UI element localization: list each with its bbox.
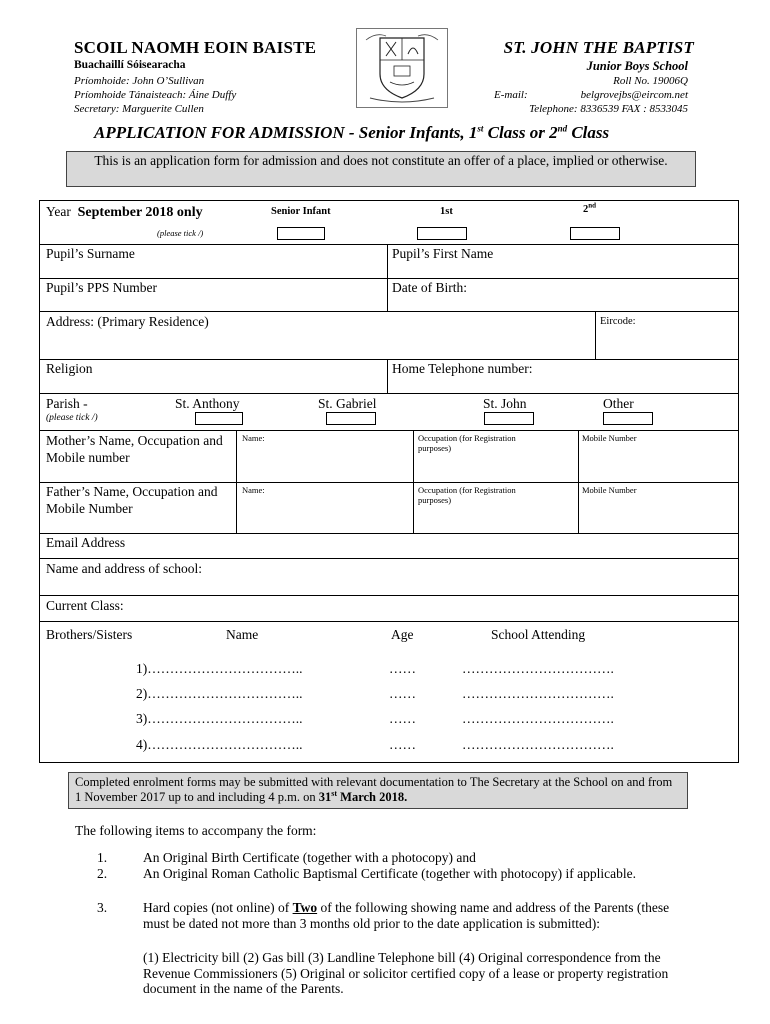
pps-label: Pupil’s PPS Number	[46, 280, 158, 295]
item-3-text: Hard copies (not online) of Two of the following showing name and address of the Parents (these must be dated not more than 3 months old prior to the date application is submitted):	[143, 900, 670, 931]
mother-label: Mother’s Name, Occupation and Mobile number	[46, 433, 223, 465]
siblings-age-header: Age	[391, 627, 414, 642]
item-1-number: 1.	[97, 850, 108, 865]
st-gabriel-tick-box[interactable]	[326, 412, 376, 425]
eircode-label: Eircode:	[600, 316, 636, 327]
second-class-label: 2nd	[583, 201, 597, 215]
sibling-2-school[interactable]: …………………………….	[462, 686, 614, 701]
siblings-label: Brothers/Sisters	[46, 627, 133, 642]
sibling-3-school[interactable]: …………………………….	[462, 711, 614, 726]
sibling-1-age[interactable]: ……	[389, 661, 416, 676]
year-label: Year September 2018 only	[46, 204, 203, 220]
parish-st-anthony: St. Anthony	[175, 396, 240, 411]
secretary-line: Secretary: Marguerite Cullen	[74, 103, 204, 115]
first-class-label: 1st	[440, 206, 453, 217]
siblings-name-header: Name	[226, 627, 259, 642]
sibling-4-name[interactable]: 4)……………………………..	[136, 737, 303, 752]
mother-mobile-field[interactable]: Mobile Number	[582, 433, 637, 443]
sibling-2-age[interactable]: ……	[389, 686, 416, 701]
school-type-english: Junior Boys School	[586, 59, 688, 73]
item-3-number: 3.	[97, 900, 108, 915]
email-label: E-mail:	[494, 89, 528, 101]
principal-line: Príomhoide: John O’Sullivan	[74, 75, 205, 87]
parish-st-john: St. John	[483, 396, 527, 411]
sibling-1-school[interactable]: …………………………….	[462, 661, 614, 676]
deputy-line: Príomhoide Tánaisteach: Áine Duffy	[74, 89, 237, 101]
item-3-detail: (1) Electricity bill (2) Gas bill (3) Landline Telephone bill (4) Original correspondence from the Revenue Commissioners (5) Original or solicitor certified copy of a lease or property registration document in the name of the Parents.	[143, 950, 669, 996]
current-class-label: Current Class:	[46, 598, 124, 613]
sibling-3-age[interactable]: ……	[389, 711, 416, 726]
item-1-text: An Original Birth Certificate (together with a photocopy) and	[143, 850, 476, 865]
first-name-label: Pupil’s First Name	[392, 246, 494, 261]
parish-st-gabriel: St. Gabriel	[318, 396, 377, 411]
school-name-english: ST. JOHN THE BAPTIST	[503, 38, 694, 57]
roll-number: Roll No. 19006Q	[613, 75, 688, 87]
parish-other: Other	[603, 396, 634, 411]
telephone-fax: Telephone: 8336539 FAX : 8533045	[529, 103, 688, 115]
disclaimer-notice: This is an application form for admission and does not constitute an offer of a place, implied or otherwise.	[66, 151, 696, 187]
items-intro: The following items to accompany the form:	[75, 823, 317, 838]
father-occupation-field[interactable]: Occupation (for Registration purposes)	[418, 485, 516, 505]
father-mobile-field[interactable]: Mobile Number	[582, 485, 637, 495]
other-parish-tick-box[interactable]	[603, 412, 653, 425]
home-telephone-label: Home Telephone number:	[392, 361, 533, 376]
st-john-tick-box[interactable]	[484, 412, 534, 425]
mother-occupation-field[interactable]: Occupation (for Registration purposes)	[418, 433, 516, 453]
sibling-3-name[interactable]: 3)……………………………..	[136, 711, 303, 726]
religion-label: Religion	[46, 361, 93, 376]
surname-label: Pupil’s Surname	[46, 246, 135, 261]
address-label: Address: (Primary Residence)	[46, 314, 209, 329]
second-class-tick-box[interactable]	[570, 227, 620, 240]
senior-infant-tick-box[interactable]	[277, 227, 325, 240]
school-crest-logo	[356, 28, 448, 108]
sibling-2-name[interactable]: 2)……………………………..	[136, 686, 303, 701]
application-title: APPLICATION FOR ADMISSION - Senior Infants, 1st Class or 2nd Class	[94, 123, 610, 142]
submission-deadline-note: Completed enrolment forms may be submitted with relevant documentation to The Secretary at the School on and from 1 November 2017 up to and including 4 p.m. on 31st March 2018.	[68, 772, 688, 809]
st-anthony-tick-box[interactable]	[195, 412, 243, 425]
senior-infant-label: Senior Infant	[271, 206, 331, 217]
parish-label: Parish -	[46, 396, 88, 411]
email-address-label: Email Address	[46, 535, 126, 550]
sibling-4-age[interactable]: ……	[389, 737, 416, 752]
item-2-number: 2.	[97, 866, 108, 881]
dob-label: Date of Birth:	[392, 280, 467, 295]
school-name-address-label: Name and address of school:	[46, 561, 202, 576]
email-value: belgrovejbs@eircom.net	[580, 89, 688, 101]
mother-name-field[interactable]: Name:	[242, 433, 265, 443]
sibling-1-name[interactable]: 1)……………………………..	[136, 661, 303, 676]
school-name-irish: SCOIL NAOMH EOIN BAISTE	[74, 38, 317, 57]
father-label: Father’s Name, Occupation and Mobile Number	[46, 484, 218, 516]
siblings-school-header: School Attending	[491, 627, 586, 642]
sibling-4-school[interactable]: …………………………….	[462, 737, 614, 752]
school-type-irish: Buachaillí Sóisearacha	[74, 59, 186, 71]
parish-tick-note: (please tick /)	[46, 413, 98, 423]
please-tick-note: (please tick /)	[157, 228, 204, 238]
item-2-text: An Original Roman Catholic Baptismal Certificate (together with photocopy) if applicable.	[143, 866, 636, 881]
father-name-field[interactable]: Name:	[242, 485, 265, 495]
first-class-tick-box[interactable]	[417, 227, 467, 240]
